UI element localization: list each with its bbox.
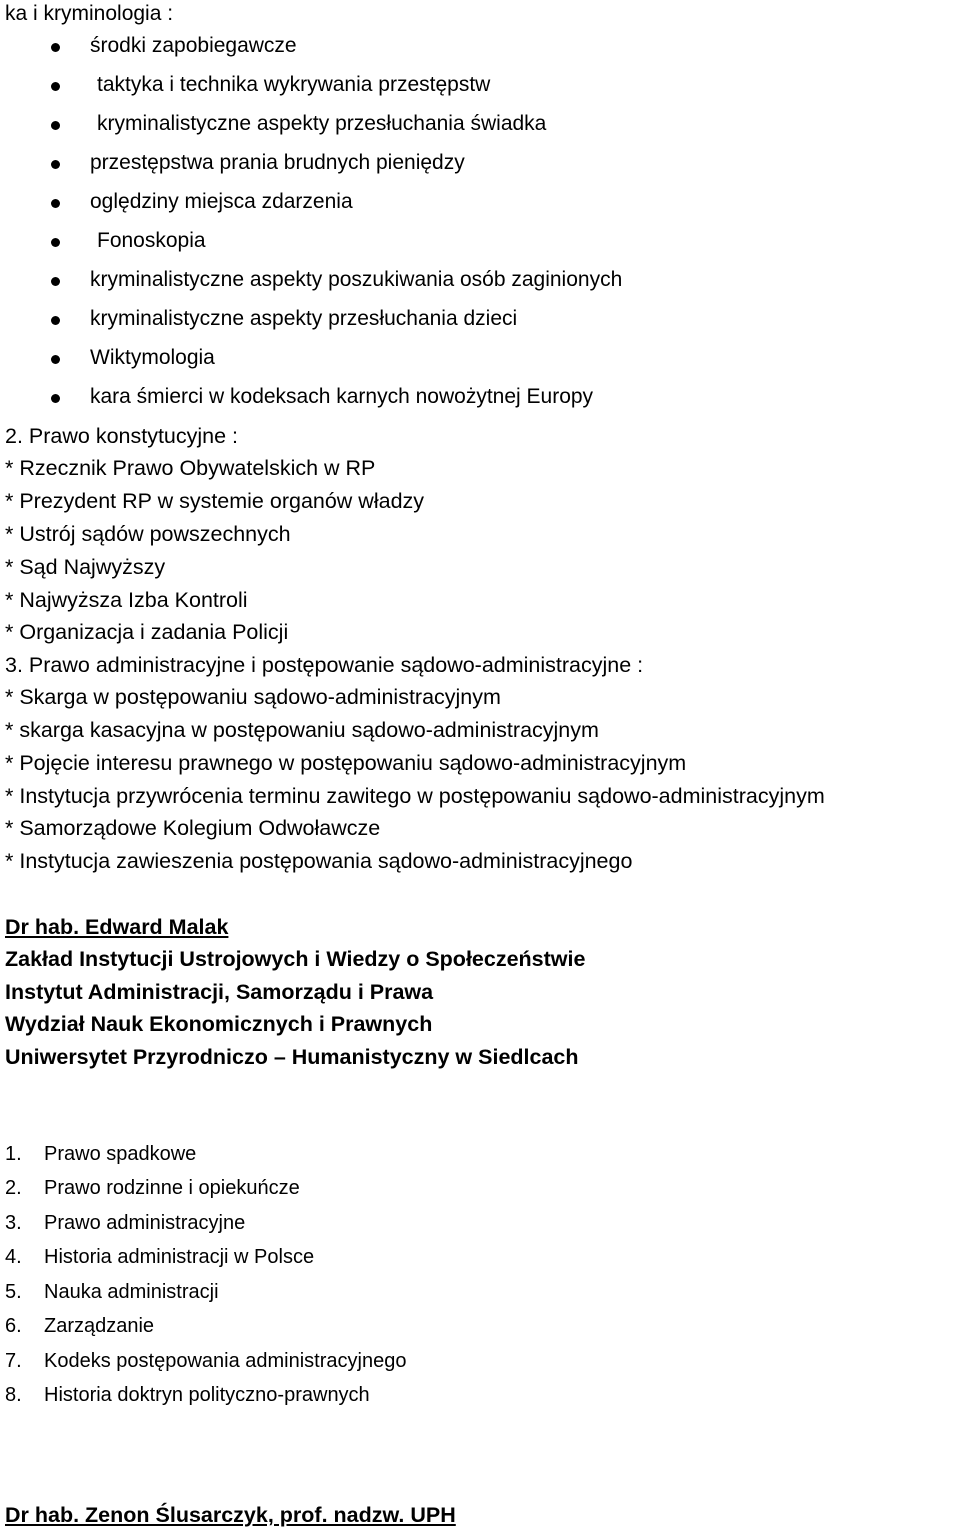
- bullet-icon: [51, 160, 60, 169]
- list-item: [0, 111, 960, 141]
- list-number: 1.: [5, 1143, 22, 1165]
- bullet-icon: [51, 277, 60, 286]
- list-item-text: przestępstwa prania brudnych pieniędzy: [90, 151, 465, 174]
- list-item: [0, 345, 960, 375]
- list-number: 2.: [5, 1177, 22, 1199]
- section-heading-criminology: ka i kryminologia :: [5, 2, 174, 25]
- affiliation-department: Zakład Instytucji Ustrojowych i Wiedzy o Społeczeństwie: [5, 947, 586, 971]
- list-number: 7.: [5, 1350, 22, 1372]
- list-item: * Skarga w postępowaniu sądowo-administracyjnym: [5, 685, 501, 709]
- list-item: [0, 33, 960, 63]
- list-item: * Organizacja i zadania Policji: [5, 620, 289, 644]
- bullet-icon: [51, 121, 60, 130]
- list-item: * Rzecznik Prawo Obywatelskich w RP: [5, 456, 376, 480]
- list-item-text: kryminalistyczne aspekty poszukiwania osób zaginionych: [90, 268, 623, 291]
- list-item: [0, 267, 960, 297]
- bullet-icon: [51, 82, 60, 91]
- list-item: [0, 1316, 960, 1346]
- list-item-text: Fonoskopia: [97, 229, 206, 252]
- list-item-text: kryminalistyczne aspekty przesłuchania dzieci: [90, 307, 518, 330]
- list-item: * Sąd Najwyższy: [5, 555, 166, 579]
- list-item-text: kryminalistyczne aspekty przesłuchania świadka: [97, 112, 547, 135]
- list-item-text: oględziny miejsca zdarzenia: [90, 190, 353, 213]
- list-item-text: środki zapobiegawcze: [90, 34, 297, 57]
- list-item-text: Kodeks postępowania administracyjnego: [44, 1350, 407, 1372]
- list-item-text: Zarządzanie: [44, 1315, 155, 1337]
- list-item: [0, 1351, 960, 1381]
- list-item: [0, 1282, 960, 1312]
- list-item: * Najwyższa Izba Kontroli: [5, 588, 248, 612]
- list-item: * Pojęcie interesu prawnego w postępowaniu sądowo-administracyjnym: [5, 751, 687, 775]
- list-item: [0, 306, 960, 336]
- list-item-text: Nauka administracji: [44, 1281, 219, 1303]
- list-item: [0, 1144, 960, 1174]
- list-item-text: kara śmierci w kodeksach karnych nowożytnej Europy: [90, 385, 594, 408]
- bullet-icon: [51, 355, 60, 364]
- list-number: 5.: [5, 1281, 22, 1303]
- bullet-icon: [51, 394, 60, 403]
- list-number: 3.: [5, 1212, 22, 1234]
- list-item-text: Historia administracji w Polsce: [44, 1246, 315, 1268]
- list-item: [0, 150, 960, 180]
- list-item-text: Historia doktryn polityczno-prawnych: [44, 1384, 370, 1406]
- list-number: 4.: [5, 1246, 22, 1268]
- list-item: * Ustrój sądów powszechnych: [5, 522, 291, 546]
- list-item: [0, 228, 960, 258]
- list-item-text: Prawo spadkowe: [44, 1143, 197, 1165]
- list-item: [0, 1385, 960, 1415]
- bullet-icon: [51, 43, 60, 52]
- list-item: [0, 189, 960, 219]
- section-heading: 3. Prawo administracyjne i postępowanie sądowo-administracyjne :: [5, 653, 644, 677]
- affiliation-faculty: Wydział Nauk Ekonomicznych i Prawnych: [5, 1012, 433, 1036]
- list-item: [0, 72, 960, 102]
- lecturer-name-slusarczyk: Dr hab. Zenon Ślusarczyk, prof. nadzw. UPH: [5, 1503, 456, 1527]
- list-item-text: taktyka i technika wykrywania przestępstw: [97, 73, 491, 96]
- list-item: * skarga kasacyjna w postępowaniu sądowo-administracyjnym: [5, 718, 599, 742]
- list-item: * Instytucja zawieszenia postępowania sądowo-administracyjnego: [5, 849, 633, 873]
- list-number: 6.: [5, 1315, 22, 1337]
- list-item: [0, 1213, 960, 1243]
- list-item: [0, 384, 960, 414]
- bullet-icon: [51, 316, 60, 325]
- list-number: 8.: [5, 1384, 22, 1406]
- list-item-text: Wiktymologia: [90, 346, 215, 369]
- list-item-text: Prawo administracyjne: [44, 1212, 246, 1234]
- list-item-text: Prawo rodzinne i opiekuńcze: [44, 1177, 300, 1199]
- lecturer-name-malak: Dr hab. Edward Malak: [5, 915, 229, 939]
- list-item: * Samorządowe Kolegium Odwoławcze: [5, 816, 381, 840]
- list-item: * Prezydent RP w systemie organów władzy: [5, 489, 425, 513]
- affiliation-institute: Instytut Administracji, Samorządu i Prawa: [5, 980, 434, 1004]
- list-item: * Instytucja przywrócenia terminu zawitego w postępowaniu sądowo-administracyjnym: [5, 784, 825, 808]
- list-item: [0, 1247, 960, 1277]
- list-item: [0, 1178, 960, 1208]
- section-heading: 2. Prawo konstytucyjne :: [5, 424, 239, 448]
- bullet-icon: [51, 238, 60, 247]
- affiliation-university: Uniwersytet Przyrodniczo – Humanistyczny w Siedlcach: [5, 1045, 579, 1069]
- bullet-icon: [51, 199, 60, 208]
